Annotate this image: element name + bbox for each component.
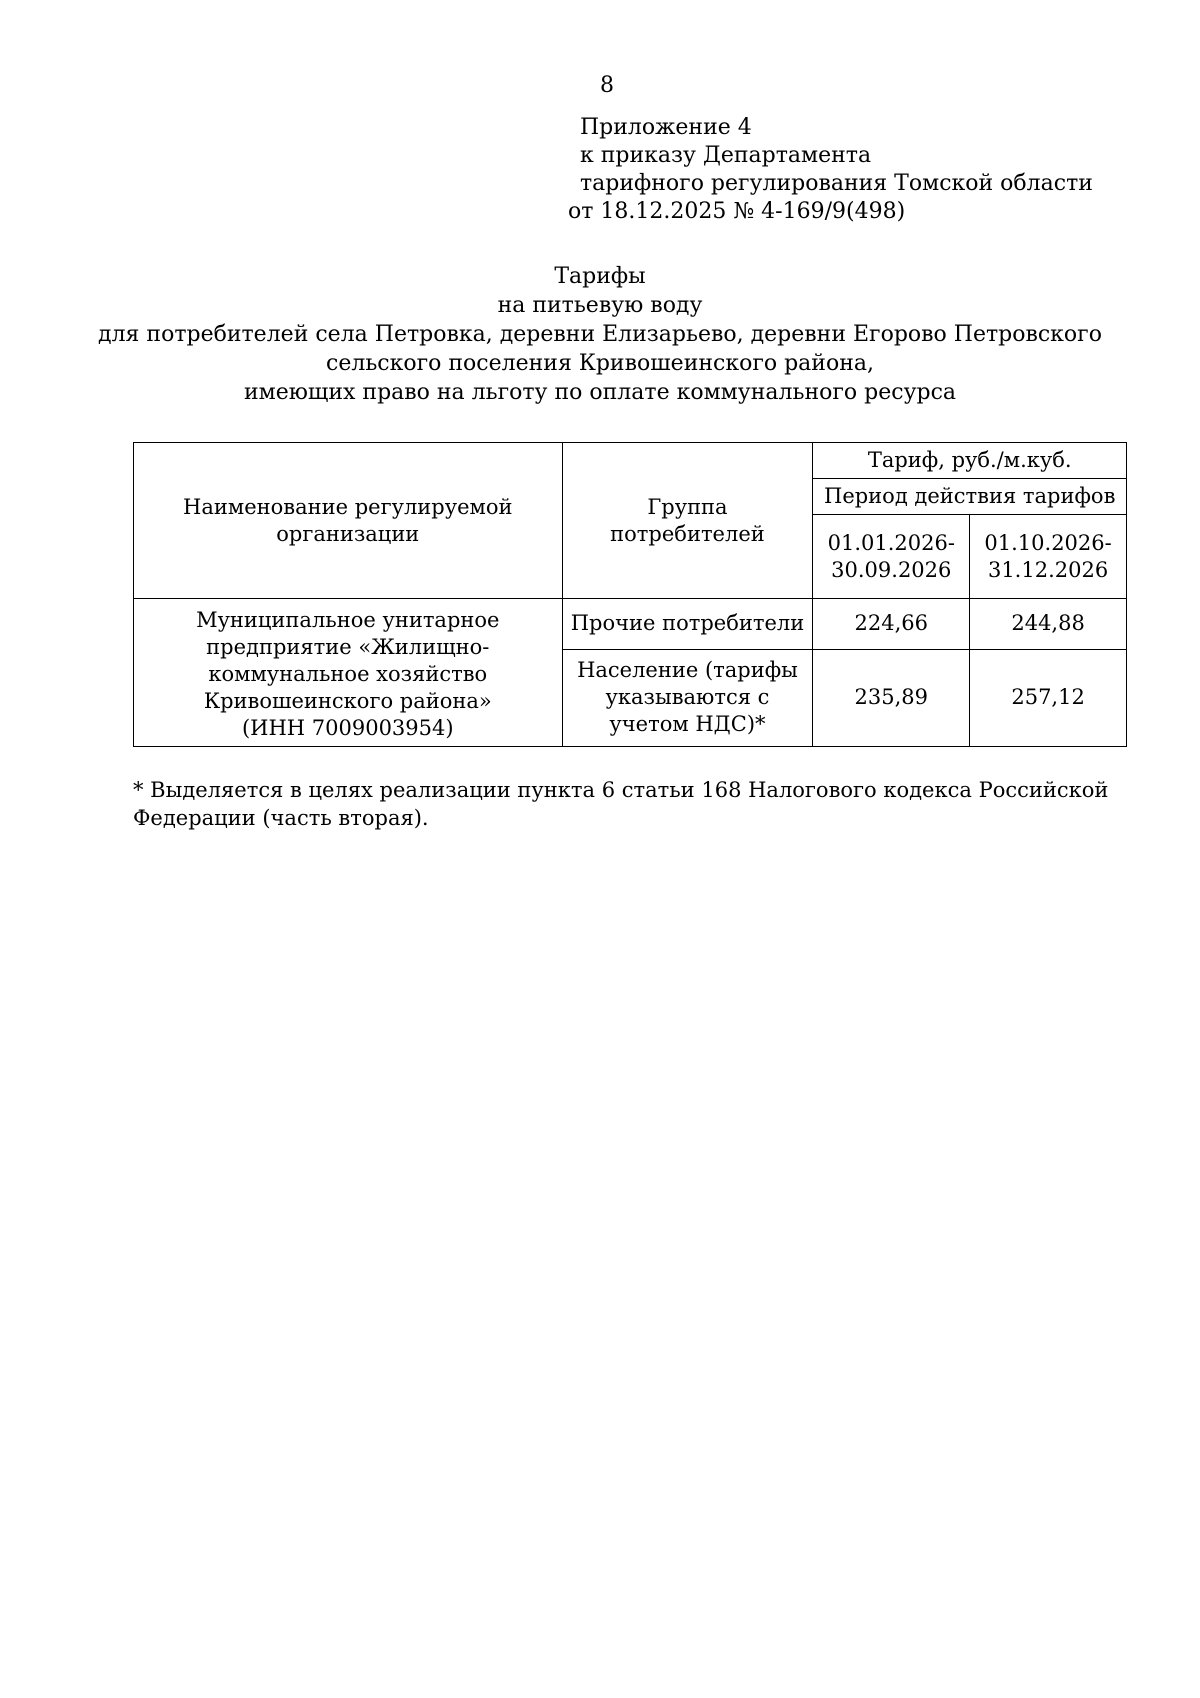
document-title <box>60 262 1140 407</box>
header-period-2: 01.10.2026-31.12.2026 <box>970 515 1127 599</box>
organization-name-line: Кривошеинского района» <box>203 689 492 713</box>
appendix-reference: к приказу Департамента <box>580 143 872 168</box>
header-period-1: 01.01.2026-30.09.2026 <box>813 515 970 599</box>
title-line-1: Тарифы <box>554 264 646 289</box>
tariff-value-cell: 244,88 <box>970 599 1127 650</box>
title-line-2: на питьевую воду <box>497 293 703 318</box>
tariff-value-cell: 257,12 <box>970 649 1127 746</box>
title-line-5: имеющих право на льготу по оплате коммунального ресурса <box>243 380 957 405</box>
tariff-value-cell: 235,89 <box>813 649 970 746</box>
title-line-4: сельского поселения Кривошеинского района, <box>326 351 874 376</box>
header-organization: Наименование регулируемой организации <box>134 443 563 599</box>
organization-name-line: коммунальное хозяйство <box>208 662 488 686</box>
appendix-order-number: от 18.12.2025 № 4-169/9(498) <box>568 199 906 224</box>
consumer-group-cell: Население (тарифы указываются с учетом НДС)* <box>562 649 813 746</box>
consumer-group-cell: Прочие потребители <box>562 599 813 650</box>
appendix-department: тарифного регулирования Томской области <box>580 171 1093 196</box>
page-number: 8 <box>600 73 614 98</box>
header-tariff: Тариф, руб./м.куб. <box>813 443 1127 479</box>
header-period: Период действия тарифов <box>813 479 1127 515</box>
tariff-value-cell: 224,66 <box>813 599 970 650</box>
organization-name-line: Муниципальное унитарное <box>196 608 500 632</box>
organization-cell <box>134 599 563 747</box>
table-header-row <box>134 443 1127 479</box>
appendix-block <box>568 114 1140 226</box>
organization-inn: (ИНН 7009003954) <box>241 716 454 740</box>
table-row <box>134 599 1127 650</box>
header-consumer-group: Группа потребителей <box>562 443 813 599</box>
tariff-table <box>133 442 1127 747</box>
footnote: * Выделяется в целях реализации пункта 6 статьи 168 Налогового кодекса Российской Федерации (часть вторая). <box>133 778 1109 830</box>
organization-name-line: предприятие «Жилищно- <box>206 635 490 659</box>
title-line-3: для потребителей села Петровка, деревни Елизарьево, деревни Егорово Петровского <box>98 322 1102 347</box>
appendix-title: Приложение 4 <box>580 115 752 140</box>
